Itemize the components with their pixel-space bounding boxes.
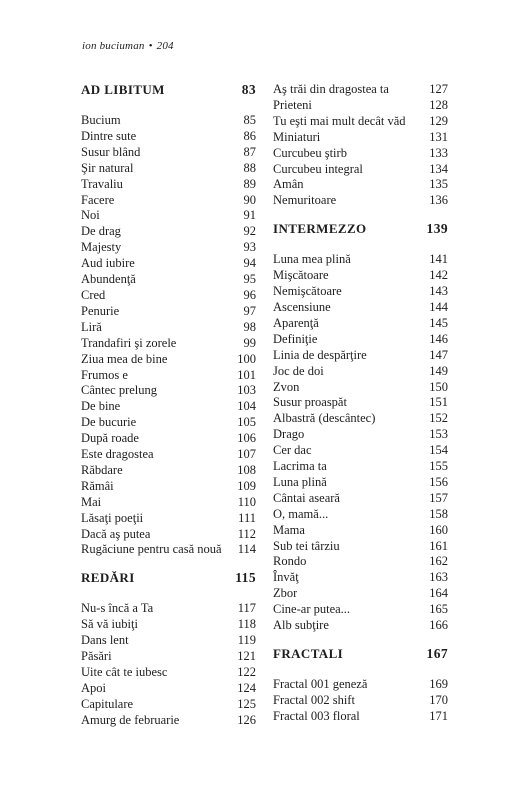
- section-title: AD LIBITUM: [81, 82, 165, 97]
- entry-page-number: 141: [429, 252, 448, 267]
- entry-title: Definiţie: [273, 331, 318, 346]
- toc-entry: [81, 240, 256, 256]
- entry-page-number: 125: [237, 696, 256, 711]
- toc-entry: [81, 463, 256, 479]
- entry-page-number: 128: [429, 97, 448, 112]
- toc-section-heading: [273, 221, 448, 237]
- entry-title: Aş trăi din dragostea ta: [273, 82, 389, 96]
- entry-page-number: 92: [243, 224, 256, 239]
- toc-entry: [81, 649, 256, 665]
- entry-title: Lacrima ta: [273, 459, 327, 474]
- entry-title: Să vă iubiţi: [81, 617, 138, 632]
- toc-entry: [273, 677, 448, 693]
- entry-title: O, mamă...: [273, 506, 329, 521]
- toc-entry: [273, 316, 448, 332]
- toc-entry: [81, 193, 256, 209]
- toc-entry: [273, 602, 448, 618]
- entry-page-number: 94: [243, 256, 256, 271]
- entry-page-number: 108: [237, 462, 256, 477]
- entry-page-number: 145: [429, 315, 448, 330]
- entry-page-number: 103: [237, 383, 256, 398]
- entry-page-number: 135: [429, 177, 448, 192]
- section-page-number: 167: [426, 646, 448, 661]
- entry-title: Mai: [81, 494, 102, 509]
- toc-entry: [81, 145, 256, 161]
- entry-page-number: 162: [429, 554, 448, 569]
- entry-page-number: 157: [429, 490, 448, 505]
- toc-entry: [273, 693, 448, 709]
- entry-page-number: 87: [243, 144, 256, 159]
- entry-title: Capitulare: [81, 696, 134, 711]
- entry-title: Noi: [81, 208, 100, 223]
- entry-title: Liră: [81, 319, 102, 334]
- entry-title: Tu eşti mai mult decât văd: [273, 113, 406, 128]
- section-page-number: 139: [426, 221, 448, 237]
- toc-entry: [81, 511, 256, 527]
- entry-page-number: 119: [237, 633, 256, 648]
- entry-title: Aparenţă: [273, 315, 319, 330]
- toc-entry: [81, 617, 256, 633]
- toc-entry: [273, 252, 448, 268]
- entry-page-number: 97: [243, 303, 256, 318]
- entry-page-number: 147: [429, 347, 448, 362]
- toc-entry: [273, 98, 448, 114]
- entry-page-number: 164: [429, 586, 448, 601]
- entry-page-number: 154: [429, 443, 448, 458]
- entry-title: Păsări: [81, 649, 112, 664]
- toc-entry: [273, 300, 448, 316]
- toc-entry: [81, 336, 256, 352]
- entry-title: Zvon: [273, 379, 300, 394]
- entry-title: Mişcătoare: [273, 268, 329, 283]
- toc-entry: [81, 368, 256, 384]
- entry-page-number: 160: [429, 522, 448, 537]
- entry-page-number: 118: [237, 617, 256, 632]
- author-name: ion buciuman: [82, 40, 145, 52]
- toc-entry: [273, 348, 448, 364]
- toc-entry: [81, 304, 256, 320]
- section-title: INTERMEZZO: [273, 221, 367, 237]
- entry-page-number: 142: [429, 268, 448, 283]
- entry-page-number: 153: [429, 427, 448, 442]
- entry-page-number: 136: [429, 193, 448, 208]
- toc-entry: [273, 268, 448, 284]
- entry-title: Rugăciune pentru casă nouă: [81, 542, 222, 557]
- toc-entry: [273, 411, 448, 427]
- toc-entry: [81, 633, 256, 649]
- section-page-number: 83: [241, 82, 256, 97]
- entry-page-number: 155: [429, 459, 448, 474]
- entry-title: Uite cât te iubesc: [81, 665, 168, 679]
- toc-entry: [81, 697, 256, 713]
- toc-entry: [273, 618, 448, 634]
- entry-title: Fractal 003 floral: [273, 708, 360, 723]
- entry-page-number: 91: [243, 208, 256, 223]
- page-number: 204: [156, 40, 174, 52]
- toc-column-left: [81, 82, 256, 729]
- toc-entry: [273, 586, 448, 602]
- toc-entry: [273, 554, 448, 570]
- toc-entry: [81, 383, 256, 399]
- toc-entry: [273, 380, 448, 396]
- entry-title: Curcubeu integral: [273, 161, 363, 176]
- section-title: FRACTALI: [273, 646, 344, 661]
- entry-page-number: 105: [237, 415, 256, 430]
- entry-page-number: 104: [237, 399, 256, 414]
- entry-title: Miniaturi: [273, 129, 321, 144]
- entry-title: Alb subţire: [273, 618, 329, 633]
- entry-page-number: 95: [243, 272, 256, 287]
- toc-section-heading: [81, 82, 256, 98]
- entry-page-number: 158: [429, 506, 448, 521]
- entry-page-number: 99: [243, 335, 256, 350]
- entry-title: Rondo: [273, 554, 307, 569]
- entry-page-number: 149: [429, 363, 448, 378]
- entry-title: Penurie: [81, 303, 120, 318]
- toc-entry: [273, 459, 448, 475]
- entry-page-number: 107: [237, 447, 256, 462]
- entry-page-number: 93: [243, 240, 256, 255]
- entry-title: Dans lent: [81, 633, 129, 648]
- entry-page-number: 122: [237, 665, 256, 679]
- entry-title: Bucium: [81, 113, 121, 127]
- toc-entry: [273, 507, 448, 523]
- toc-entry: [81, 288, 256, 304]
- toc-entry: [81, 320, 256, 336]
- toc-entry: [81, 256, 256, 272]
- toc-entry: [273, 130, 448, 146]
- toc-entry: [273, 332, 448, 348]
- toc-entry: [273, 427, 448, 443]
- entry-title: Ziua mea de bine: [81, 351, 168, 366]
- entry-page-number: 151: [429, 395, 448, 410]
- entry-title: Albastră (descântec): [273, 411, 376, 426]
- entry-title: Travaliu: [81, 176, 123, 191]
- entry-page-number: 126: [237, 712, 256, 727]
- entry-title: Cine-ar putea...: [273, 602, 351, 617]
- entry-title: Trandafiri şi zorele: [81, 335, 177, 350]
- entry-title: Aud iubire: [81, 256, 135, 271]
- entry-title: Cer dac: [273, 443, 312, 458]
- entry-title: Apoi: [81, 680, 106, 695]
- entry-title: Cântai aseară: [273, 490, 340, 505]
- entry-page-number: 152: [429, 411, 448, 426]
- toc-entry: [81, 601, 256, 617]
- toc-entry: [81, 224, 256, 240]
- entry-title: Şir natural: [81, 160, 134, 175]
- toc-entry: [81, 415, 256, 431]
- entry-title: Nemuritoare: [273, 193, 337, 208]
- entry-page-number: 134: [429, 161, 448, 176]
- entry-title: Curcubeu ştirb: [273, 145, 347, 160]
- toc-entry: [81, 399, 256, 415]
- toc-entry: [81, 352, 256, 368]
- entry-title: Răbdare: [81, 462, 123, 477]
- entry-page-number: 166: [429, 618, 448, 633]
- toc-entry: [273, 364, 448, 380]
- toc-entry: [81, 129, 256, 145]
- toc-entry: [273, 162, 448, 178]
- toc-section-heading: [81, 570, 256, 586]
- toc-entry: [81, 177, 256, 193]
- entry-page-number: 89: [243, 176, 256, 191]
- entry-page-number: 114: [237, 542, 256, 557]
- toc-entry: [273, 146, 448, 162]
- entry-title: Luna mea plină: [273, 252, 351, 267]
- toc-entry: [273, 177, 448, 193]
- entry-page-number: 88: [243, 160, 256, 175]
- entry-page-number: 143: [429, 284, 448, 299]
- entry-page-number: 110: [237, 494, 256, 509]
- entry-title: Este dragostea: [81, 447, 154, 462]
- section-title: REDĂRI: [81, 570, 135, 586]
- entry-title: De bucurie: [81, 415, 137, 430]
- entry-page-number: 146: [429, 331, 448, 346]
- entry-page-number: 121: [237, 649, 256, 664]
- entry-page-number: 112: [237, 526, 256, 541]
- toc-entry: [273, 570, 448, 586]
- entry-page-number: 127: [429, 82, 448, 96]
- toc-entry: [273, 523, 448, 539]
- entry-title: Abundenţă: [81, 272, 136, 287]
- entry-page-number: 100: [237, 351, 256, 366]
- entry-title: Amân: [273, 177, 304, 192]
- toc-entry: [81, 113, 256, 129]
- entry-title: Susur blând: [81, 144, 141, 159]
- toc-entry: [273, 193, 448, 209]
- toc-entry: [273, 539, 448, 555]
- entry-title: Nemişcătoare: [273, 284, 342, 299]
- entry-title: Majesty: [81, 240, 122, 255]
- header-separator: •: [148, 40, 153, 52]
- entry-title: Cred: [81, 287, 106, 302]
- entry-page-number: 131: [429, 129, 448, 144]
- entry-page-number: 171: [429, 708, 448, 723]
- toc-entry: [273, 82, 448, 98]
- entry-page-number: 106: [237, 431, 256, 446]
- entry-title: Ascensiune: [273, 299, 331, 314]
- entry-title: Amurg de februarie: [81, 712, 180, 727]
- entry-title: După roade: [81, 431, 139, 446]
- toc-entry: [273, 443, 448, 459]
- entry-page-number: 111: [238, 510, 256, 525]
- entry-page-number: 101: [237, 367, 256, 382]
- entry-title: Rămâi: [81, 478, 114, 493]
- entry-title: Frumos e: [81, 367, 128, 382]
- toc-entry: [81, 431, 256, 447]
- entry-title: Lăsaţi poeţii: [81, 510, 144, 525]
- entry-title: Cântec prelung: [81, 383, 158, 398]
- entry-title: Zbor: [273, 586, 298, 601]
- entry-page-number: 133: [429, 145, 448, 160]
- entry-page-number: 165: [429, 602, 448, 617]
- entry-title: De bine: [81, 399, 121, 414]
- toc-entry: [81, 542, 256, 558]
- entry-title: Susur proaspăt: [273, 395, 347, 410]
- toc-entry: [81, 495, 256, 511]
- toc-entry: [81, 161, 256, 177]
- entry-title: Drago: [273, 427, 305, 442]
- entry-title: Dintre sute: [81, 128, 137, 143]
- entry-title: Linia de despărţire: [273, 347, 367, 362]
- entry-title: Nu-s încă a Ta: [81, 601, 154, 616]
- toc-entry: [273, 284, 448, 300]
- entry-title: Sub tei târziu: [273, 538, 340, 553]
- entry-title: Luna plină: [273, 474, 327, 489]
- toc-entry: [273, 709, 448, 725]
- entry-page-number: 170: [429, 692, 448, 707]
- entry-page-number: 161: [429, 538, 448, 553]
- toc-entry: [81, 479, 256, 495]
- entry-page-number: 169: [429, 677, 448, 691]
- entry-page-number: 86: [243, 128, 256, 143]
- entry-page-number: 117: [237, 601, 256, 616]
- toc-entry: [81, 527, 256, 543]
- entry-page-number: 129: [429, 113, 448, 128]
- entry-page-number: 150: [429, 379, 448, 394]
- entry-title: Dacă aş putea: [81, 526, 151, 541]
- entry-title: Prieteni: [273, 97, 312, 112]
- entry-page-number: 124: [237, 680, 256, 695]
- entry-page-number: 109: [237, 478, 256, 493]
- toc-entry: [81, 208, 256, 224]
- toc-entry: [273, 475, 448, 491]
- running-header: [82, 40, 174, 52]
- entry-title: Fractal 002 shift: [273, 692, 355, 707]
- toc-entry: [81, 713, 256, 729]
- toc-entry: [273, 491, 448, 507]
- entry-title: Facere: [81, 192, 115, 207]
- entry-title: Fractal 001 geneză: [273, 677, 368, 691]
- entry-page-number: 156: [429, 474, 448, 489]
- toc-entry: [273, 395, 448, 411]
- toc-entry: [273, 114, 448, 130]
- entry-title: Învăţ: [273, 570, 299, 585]
- toc-entry: [81, 272, 256, 288]
- toc-entry: [81, 665, 256, 681]
- toc-section-heading: [273, 646, 448, 662]
- toc-column-right: [273, 82, 448, 725]
- toc-entry: [81, 447, 256, 463]
- entry-page-number: 96: [243, 287, 256, 302]
- entry-title: Mama: [273, 522, 305, 537]
- entry-page-number: 85: [243, 113, 256, 127]
- section-page-number: 115: [235, 570, 256, 586]
- entry-page-number: 98: [243, 319, 256, 334]
- entry-title: De drag: [81, 224, 121, 239]
- entry-page-number: 144: [429, 299, 448, 314]
- entry-page-number: 90: [243, 192, 256, 207]
- entry-page-number: 163: [429, 570, 448, 585]
- entry-title: Joc de doi: [273, 363, 324, 378]
- toc-entry: [81, 681, 256, 697]
